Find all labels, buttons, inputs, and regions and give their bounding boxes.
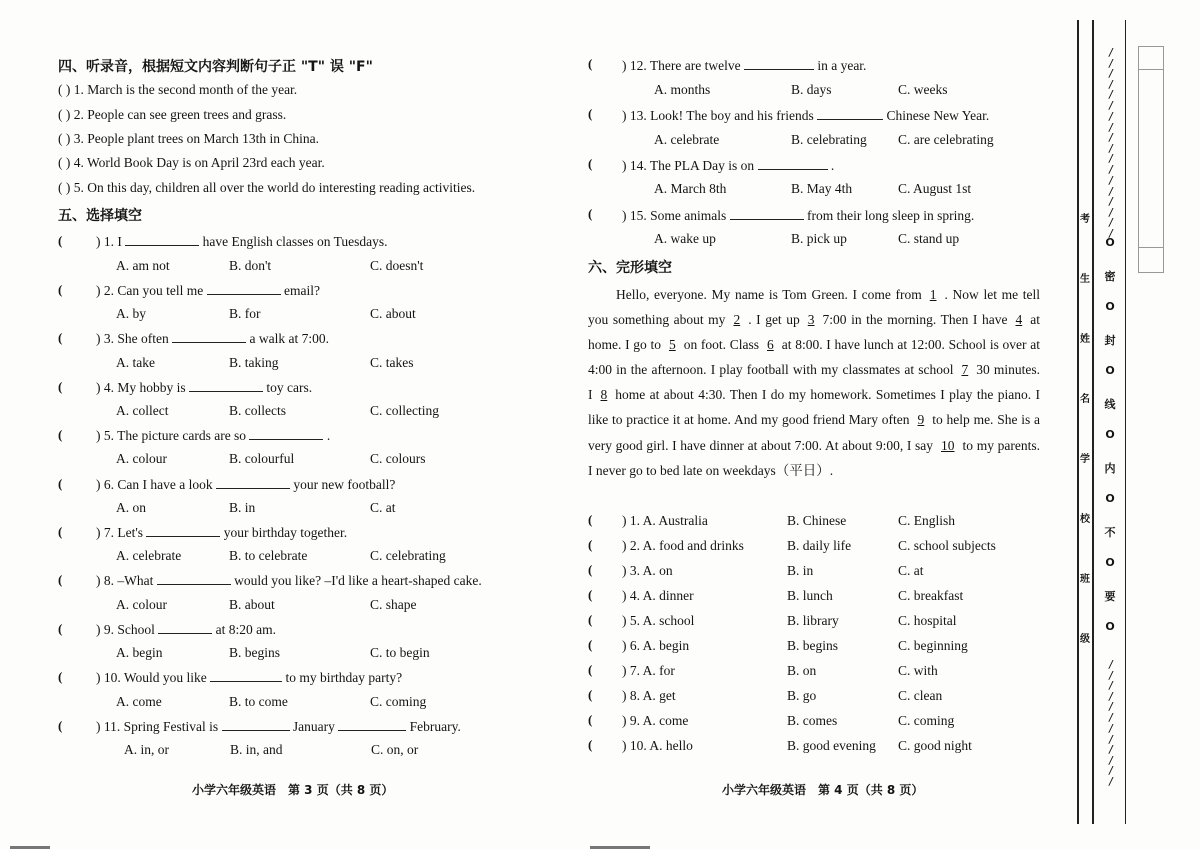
cloze-option-a: ) 6. A. begin: [622, 638, 690, 653]
answer-paren: (: [58, 718, 63, 733]
answer-paren: (: [588, 512, 593, 527]
cloze-blank-2[interactable]: 2: [733, 312, 741, 328]
seal-circle: O: [1105, 556, 1115, 569]
answer-paren: (: [588, 662, 593, 677]
seal-circle: O: [1105, 620, 1115, 633]
seal-circle: O: [1105, 428, 1115, 441]
option-a: A. colour: [116, 451, 167, 466]
answer-blank[interactable]: [125, 233, 199, 246]
question-prefix: ) 13. Look! The boy and his friends: [622, 108, 814, 123]
option-b: B. begins: [229, 645, 281, 660]
question-prefix: ) 6. Can I have a look: [96, 477, 213, 492]
answer-paren: (: [58, 330, 63, 345]
option-a: A. collect: [116, 403, 169, 418]
option-a: A. by: [116, 306, 146, 321]
question-suffix: a walk at 7:00.: [249, 331, 329, 346]
cloze-option-b: B. good evening: [787, 738, 876, 753]
option-c: C. colours: [370, 451, 426, 466]
seal-circle: O: [1105, 492, 1115, 505]
answer-blank-1[interactable]: [222, 718, 290, 731]
cloze-option-b: B. go: [787, 688, 817, 703]
binding-line-outer: [1077, 20, 1079, 824]
question-suffix: to my birthday party?: [285, 670, 403, 685]
info-label: 姓: [1080, 334, 1090, 345]
answer-paren: (: [588, 56, 593, 71]
question-suffix: would you like? –I'd like a heart-shaped cake.: [234, 573, 482, 588]
cloze-option-c: C. hospital: [898, 613, 957, 628]
section-5-title: 五、选择填空: [58, 208, 142, 224]
cloze-option-b: B. Chinese: [787, 513, 847, 528]
cloze-blank-8[interactable]: 8: [600, 387, 608, 403]
option-a: A. celebrate: [654, 132, 720, 147]
question-suffix: your new football?: [293, 477, 396, 492]
option-a: A. am not: [116, 258, 170, 273]
cloze-option-c: C. clean: [898, 688, 943, 703]
question-prefix: ) 8. –What: [96, 573, 154, 588]
question-prefix: ) 5. The picture cards are so: [96, 428, 247, 443]
option-b: B. to come: [229, 694, 288, 709]
cloze-blank-3[interactable]: 3: [807, 312, 815, 328]
cloze-option-a: ) 10. A. hello: [622, 738, 693, 753]
binding-line-inner: [1092, 20, 1094, 824]
seal-char: 线: [1104, 398, 1116, 411]
question-suffix: .: [326, 428, 331, 443]
cloze-option-c: C. beginning: [898, 638, 968, 653]
answer-paren: (: [58, 669, 63, 684]
seal-circle: O: [1105, 236, 1115, 249]
tf-question-2: ( ) 2. People can see green trees and grass.: [58, 107, 287, 122]
question-suffix: from their long sleep in spring.: [807, 208, 975, 223]
tf-question-1: ( ) 1. March is the second month of the year.: [58, 82, 298, 97]
option-c: C. celebrating: [370, 548, 446, 563]
cloze-blank-6[interactable]: 6: [767, 337, 774, 353]
cloze-blank-1[interactable]: 1: [929, 287, 937, 302]
question-prefix: ) 15. Some animals: [622, 208, 727, 223]
question-prefix: ) 9. School: [96, 622, 155, 637]
cloze-option-a: ) 7. A. for: [622, 663, 675, 678]
option-b: B. to celebrate: [229, 548, 308, 563]
answer-blank[interactable]: [216, 476, 290, 489]
cloze-option-b: B. comes: [787, 713, 838, 728]
cloze-option-b: B. begins: [787, 638, 839, 653]
option-a: A. colour: [116, 597, 167, 612]
cloze-option-a: ) 1. A. Australia: [622, 513, 708, 528]
option-b: B. for: [229, 306, 261, 321]
passage-text: 30 minutes. I: [588, 362, 1041, 403]
cloze-blank-10[interactable]: 10: [941, 437, 955, 453]
option-c: C. weeks: [898, 82, 948, 97]
question-prefix: ) 7. Let's: [96, 525, 144, 540]
question-suffix: have English classes on Tuesdays.: [202, 234, 388, 249]
cloze-option-b: B. on: [787, 663, 817, 678]
tf-question-4: ( ) 4. World Book Day is on April 23rd each year.: [58, 155, 325, 170]
cloze-blank-5[interactable]: 5: [668, 337, 676, 353]
option-b: B. May 4th: [791, 181, 853, 196]
passage-text: on foot. Class: [683, 337, 760, 353]
info-label: 校: [1080, 514, 1090, 525]
cloze-option-c: C. coming: [898, 713, 955, 728]
answer-paren: (: [588, 737, 593, 752]
cloze-option-a: ) 2. A. food and drinks: [622, 538, 744, 553]
cloze-blank-7[interactable]: 7: [961, 362, 969, 378]
box-divider: [1139, 69, 1163, 70]
answer-blank[interactable]: [210, 669, 282, 682]
tf-question-5: ( ) 5. On this day, children all over the world do interesting reading activities.: [58, 180, 476, 195]
option-c: C. takes: [370, 355, 414, 370]
seal-char: 封: [1104, 334, 1116, 347]
option-c: C. to begin: [370, 645, 430, 660]
option-a: A. take: [116, 355, 155, 370]
passage-text: to my parents. I never go to bed late on weekdays（平日）.: [588, 437, 1040, 478]
answer-paren: (: [588, 687, 593, 702]
page-footer-3: 小学六年级英语 第 3 页（共 8 页）: [192, 783, 394, 797]
question-suffix: your birthday together.: [223, 525, 348, 540]
answer-blank[interactable]: [249, 427, 323, 440]
answer-paren: (: [588, 587, 593, 602]
question-suffix: Chinese New Year.: [886, 108, 990, 123]
section-6-title: 六、完形填空: [588, 260, 672, 276]
option-a: A. wake up: [654, 231, 716, 246]
option-c: C. are celebrating: [898, 132, 994, 147]
question-suffix: at 8:20 am.: [215, 622, 276, 637]
passage-text: . I get up: [748, 312, 800, 328]
answer-blank-2[interactable]: [338, 718, 406, 731]
answer-paren: (: [58, 572, 63, 587]
option-c: C. shape: [370, 597, 417, 612]
question-suffix: email?: [283, 283, 320, 298]
page-footer-4: 小学六年级英语 第 4 页（共 8 页）: [722, 783, 924, 797]
answer-blank[interactable]: [207, 282, 281, 295]
question-prefix: ) 12. There are twelve: [622, 58, 741, 73]
info-label: 考: [1080, 214, 1090, 225]
seal-dash-segment: / / / / / /: [1107, 174, 1115, 240]
cloze-blank-9[interactable]: 9: [917, 412, 925, 428]
passage-text: home at about 4:30. Then I do my homework. Sometimes I play the piano. I like to practice it at home. And my good friend Mary often: [588, 387, 1040, 428]
cloze-option-a: ) 8. A. get: [622, 688, 676, 703]
option-a: A. on: [116, 500, 146, 515]
seal-circle: O: [1105, 300, 1115, 313]
answer-paren: (: [588, 562, 593, 577]
option-b: B. colourful: [229, 451, 295, 466]
score-boxes: [1138, 46, 1164, 273]
seal-char: 密: [1104, 270, 1116, 283]
answer-paren: (: [58, 427, 63, 442]
question-prefix: ) 2. Can you tell me: [96, 283, 204, 298]
option-a: A. in, or: [124, 742, 169, 757]
cloze-blank-4[interactable]: 4: [1015, 312, 1023, 328]
cloze-option-b: B. library: [787, 613, 839, 628]
answer-paren: (: [588, 637, 593, 652]
cloze-option-b: B. daily life: [787, 538, 852, 553]
passage-text: at 8:00. I have lunch at 12:00. School is over at 4:00 in the afternoon. I play football with my classmates at school: [588, 337, 1040, 378]
option-c: C. stand up: [898, 231, 960, 246]
option-a: A. celebrate: [116, 548, 182, 563]
info-label: 学: [1080, 454, 1090, 465]
option-c: C. coming: [370, 694, 427, 709]
cloze-option-c: C. good night: [898, 738, 972, 753]
option-b: B. pick up: [791, 231, 847, 246]
passage-text: Hello, everyone. My name is Tom Green. I come from: [616, 287, 922, 302]
question-prefix: ) 3. She often: [96, 331, 169, 346]
answer-paren: (: [588, 712, 593, 727]
cloze-passage: [588, 282, 1040, 483]
answer-paren: (: [58, 379, 63, 394]
box-divider: [1139, 247, 1163, 248]
option-c: C. August 1st: [898, 181, 972, 196]
option-a: A. come: [116, 694, 162, 709]
option-a: A. begin: [116, 645, 163, 660]
question-suffix: toy cars.: [266, 380, 313, 395]
passage-text: to help me. She is a very good girl. I have dinner at about 7:00. At about 9:00, I say: [588, 412, 1040, 453]
option-c: C. about: [370, 306, 416, 321]
seal-char: 要: [1104, 590, 1116, 603]
option-a: A. months: [654, 82, 711, 97]
answer-paren: (: [58, 282, 63, 297]
cloze-option-b: B. in: [787, 563, 814, 578]
answer-blank[interactable]: [730, 207, 804, 220]
option-b: B. don't: [229, 258, 272, 273]
question-prefix: ) 1. I: [96, 234, 122, 249]
question-prefix: ) 14. The PLA Day is on: [622, 158, 755, 173]
answer-paren: (: [588, 106, 593, 121]
option-b: B. taking: [229, 355, 279, 370]
tf-question-3: ( ) 3. People plant trees on March 13th in China.: [58, 131, 319, 146]
answer-paren: (: [58, 621, 63, 636]
cloze-option-c: C. at: [898, 563, 924, 578]
answer-paren: (: [588, 537, 593, 552]
question-middle: January: [292, 719, 335, 734]
option-c: C. on, or: [371, 742, 419, 757]
question-prefix: ) 11. Spring Festival is: [96, 719, 219, 734]
seal-dash-segment: / / / / / /: [1107, 658, 1115, 724]
question-suffix: .: [830, 158, 835, 173]
answer-paren: (: [588, 206, 593, 221]
cloze-option-a: ) 9. A. come: [622, 713, 689, 728]
option-b: B. celebrating: [791, 132, 867, 147]
cloze-option-b: B. lunch: [787, 588, 833, 603]
answer-paren: (: [58, 524, 63, 539]
option-b: B. in: [229, 500, 256, 515]
cloze-option-c: C. English: [898, 513, 956, 528]
option-b: B. collects: [229, 403, 286, 418]
seal-char: 不: [1104, 526, 1116, 539]
option-c: C. collecting: [370, 403, 439, 418]
option-c: C. at: [370, 500, 396, 515]
answer-blank[interactable]: [146, 524, 220, 537]
answer-paren: (: [58, 233, 63, 248]
seal-dash-segment: / / / / / /: [1107, 46, 1115, 112]
answer-blank[interactable]: [172, 330, 246, 343]
passage-text: at home. I go to: [588, 312, 1040, 353]
answer-blank[interactable]: [157, 572, 231, 585]
info-label: 名: [1080, 394, 1090, 405]
answer-blank[interactable]: [758, 157, 828, 170]
question-prefix: ) 10. Would you like: [96, 670, 207, 685]
seal-circle: O: [1105, 364, 1115, 377]
passage-text: 7:00 in the morning. Then I have: [822, 312, 1008, 328]
passage-text: . Now let me tell you something about my: [588, 287, 1040, 328]
seal-dash-segment: / / / / / /: [1107, 110, 1115, 176]
option-c: C. doesn't: [370, 258, 424, 273]
answer-blank[interactable]: [817, 107, 883, 120]
binding-line-right: [1125, 20, 1126, 824]
answer-blank[interactable]: [189, 379, 263, 392]
option-b: B. days: [791, 82, 832, 97]
option-b: B. about: [229, 597, 275, 612]
seal-dash-segment: / / / / / /: [1107, 722, 1115, 788]
question-suffix: February.: [409, 719, 461, 734]
info-label: 级: [1080, 634, 1090, 645]
answer-blank[interactable]: [158, 621, 212, 634]
info-label: 班: [1080, 574, 1090, 585]
seal-char: 内: [1104, 462, 1116, 475]
answer-paren: (: [58, 476, 63, 491]
answer-blank[interactable]: [744, 57, 814, 70]
cloze-option-c: C. school subjects: [898, 538, 996, 553]
option-b: B. in, and: [230, 742, 283, 757]
info-label: 生: [1080, 274, 1090, 285]
cloze-option-a: ) 3. A. on: [622, 563, 673, 578]
cloze-option-a: ) 4. A. dinner: [622, 588, 694, 603]
question-suffix: in a year.: [817, 58, 867, 73]
cloze-option-c: C. breakfast: [898, 588, 964, 603]
answer-paren: (: [588, 156, 593, 171]
cloze-option-c: C. with: [898, 663, 938, 678]
option-a: A. March 8th: [654, 181, 727, 196]
question-prefix: ) 4. My hobby is: [96, 380, 186, 395]
answer-paren: (: [588, 612, 593, 627]
cloze-option-a: ) 5. A. school: [622, 613, 695, 628]
section-4-title: 四、听录音，根据短文内容判断句子正 "T" 误 "F": [58, 59, 373, 75]
